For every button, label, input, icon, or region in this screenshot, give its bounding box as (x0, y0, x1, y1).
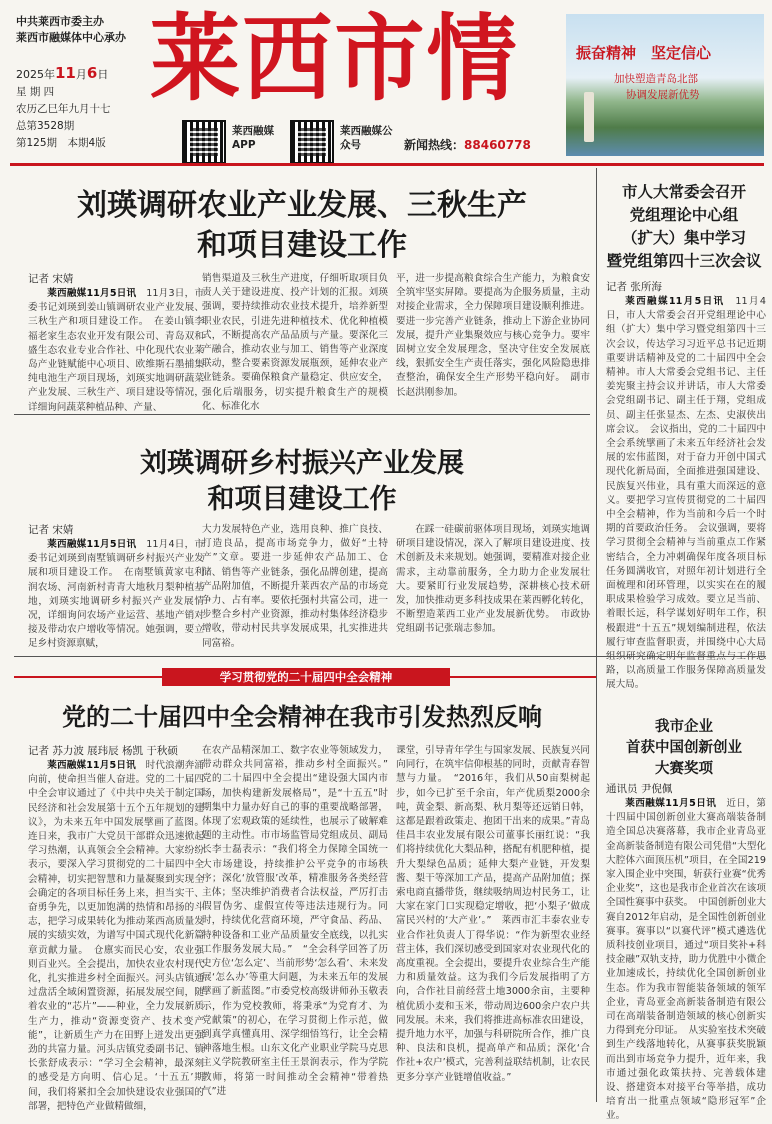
organizer-line: 莱西市融媒体中心承办 (16, 31, 126, 44)
tower-image (584, 92, 594, 142)
issue-date: 2025年11月6日 (16, 64, 109, 82)
sidebar-headline: 我市企业 首获中国创新创业 大赛奖项 (626, 718, 742, 777)
article-column: 在农产品精深加工、数字农业等领域发力，带动群众共同富裕，推动乡村全面振兴。” 党的二十届四中全会提出“建设强大国内市场，加快构建新发展格局”，是“十五五”时期集中力量办好自己的事的重要战略部署，体现了宏观政策的延续性，也展示了破解难题的主动性。市市场监管局党组成员、副局长李士磊表示：“我们将全力保障全国统一大市场建设，持续推护公平竞争的市场秩序；深化‘放管服’改革，精准服务各类经营主体；坚决维护消费者合法权益，严厉打击假冒伪劣、虚假宣传等违法违规行为。同时，持续优化营商环境，严守食品、药品、特种设备和工业产品质量安全底线，以扎实工作服务发展大局。” “全会科学回答了历史方位‘怎么定’、当前形势‘怎么看’、未来发展‘怎么办’等重大问题，为未来五年的发展擘画了新蓝图。”市委党校高级讲师孙玉敬表示，作为党校教师，将秉承“为党育才、为党献策”的初心，在学习贯彻上作示范，做到真学真懂真用、深学细悟笃行，让全会精神落地生根。山东文化产业职业学院马克思主义学院教研室主任王景润表示，作为学院教师，将第一时间推动全会精神“带着热气”进 (202, 745, 398, 1097)
weekday: 星 期 四 (16, 86, 55, 98)
banner-slogan: 振奋精神 坚定信心 (576, 44, 712, 62)
divider (14, 414, 590, 415)
lunar-date: 农历乙巳年九月十七 (16, 103, 111, 115)
section-banner: 学习贯彻党的二十届四中全会精神 (162, 668, 450, 686)
qr-code-icon[interactable] (182, 120, 226, 164)
article-column: 莱西融媒11月5日讯 11月4日，市委书记刘瑛到南墅镇调研乡村振兴产业发展和项目建设工作。 在南墅镇黄家屯利润农场、河南新村青青大地秋月梨种植基地，刘瑛实地调研乡村振兴产业发展情况，详细询问农场产业运营、基地产销对接及带动农户增收等情况。她强调，要立足乡村资源禀赋， (28, 539, 205, 650)
total-issue: 总第3528期 (16, 120, 75, 132)
masthead (0, 0, 772, 168)
article-column: 课堂，引导青年学生与国家发展、民族复兴同向同行，在筑牢信仰根基的同时，贡献青春智慧与力量。 “2016年，我们从50亩梨树起步，如今已扩至千余亩，年产优质梨2000余吨，黄金梨、新高梨、秋月梨等还远销日韩，这都是跟着政策走、抱团干出来的成果。”青岛佳昌丰农业发展有限公司董事长丽红说：“我们将持续优化大梨品种，搭配有机肥种植，提升大梨绿色品质；延伸大梨产业链，开发梨酱、梨干等深加工产品，提高产品附加值；探索电商直播带货，继续吸纳周边村民务工，让大家在家门口实现稳定增收，把‘小梨子’做成富民兴村的‘大产业’。” 莱西市汇丰泰农业专业合作社负责人丁得华说：“作为新型农业经营主体，我们深切感受到国家对农业现代化的高度重视。全会提出，要提升农业综合生产能力和质量效益。这为我们今后发展指明了方向，合作社目前经营土地3000余亩，主要种植优质小麦和玉米，带动周边600余户农户共同发展。未来，我们将推进高标准农田建设，提升地力水平，加强与科研院所合作，推广良种、良法和良机，提高单产和品质；深化‘合作社+农户’模式，完善利益联结机制，让农民更多分享产业链增值收益。” (396, 745, 590, 1083)
band-rule (450, 676, 596, 678)
masthead-divider (10, 163, 764, 166)
sidebar-headline: 市人大常委会召开 党组理论中心组 （扩大）集中学习 暨党组第四十三次会议 (606, 182, 762, 270)
headline: 刘瑛调研乡村振兴产业发展 和项目建设工作 (140, 448, 464, 515)
reporter: 记者 宋婧 (28, 273, 74, 285)
article-column: 销售渠道及三秋生产进度，仔细听取项目负责人关于建设进度、投产计划的汇报。刘瑛强调，要持续推动农业技术提升，培养新型职业农民，引进先进种植技术、优化种植模式，不断提高农产品品质与产量。要深化三产融合，推动农业与加工、销售等产业深度联动，整合要素资源发展瓶颈，延伸农业产业链条。要确保粮食产量稳定、供应安全，强化后端服务，切实提升粮食生产的规模化、标准化水 (202, 273, 388, 412)
banner-subline: 协调发展新优势 (626, 89, 700, 101)
article-column: 莱西融媒11月5日讯 11月4日，市人大常委会召开党组理论中心组（扩大）集中学习暨党组第四十三次会议，传达学习习近平总书记近期重要讲话精神及党的二十届四中全会精神。市人大常委会党组书记、主任姜宪聚主持会议并讲话，市人大常委会党组副书记、副主任于翔，党组成员、副主任张显杰、左杰、史淑侠出席会议。 会议指出，党的二十届四中全会系统擘画了未来五年经济社会发展的宏伟蓝图，对于奋力开创中国式现代化新局面，全面推进强国建设、民族复兴伟业，具有重大而深远的意义。要把学习宣传贯彻党的二十届四中全会精神，作为当前和今后一个时期的首要政治任务。 会议强调，要将学习贯彻全会精神与当前重点工作紧密结合，全力冲刺确保年度各项目标任务圆满收官，对照年初计划进行全面梳理和闭环管理，以实实在在的履职成果检验学习成效。要立足当前、着眼长远，科学谋划好明年工作，积极跟进“十五五”规划编制进程，依法履行审查监督职责，并围绕中心大局 路，以高质量工作服务保障高质量发展大局。 (606, 296, 766, 691)
article-column: 平，进一步提高粮食综合生产能力，为粮食安全筑牢坚实屏障。要提高为企服务质量，主动对接企业需求，全力保障项目建设顺利推进。要进一步完善产业链条，推动上下游企业协同发展，提升产业集聚效应与核心竞争力。要牢固树立安全发展理念，坚决守住安全发展底线，狠抓安全生产责任落实，强化风险隐患排查整治，确保安全生产形势平稳向好。 副市长赵洪刚参加。 (396, 273, 590, 398)
article-column: 在踩一硅碳前驱体项目现场，刘瑛实地调研项目建设情况，深入了解项目建设进度、技术创新及未来规划。她强调，要精准对接企业需求，主动靠前服务，全力助力企业发展壮大。要紧盯行业发展趋势，深耕核心技术研发，加快推动更多科技成果在莱西孵化转化，不断塑造莱西工业产业发展新优势。 市政协党组副书记张瑞志参加。 (396, 524, 590, 635)
banner-subline: 加快塑造青岛北部 (614, 73, 698, 85)
qr-code-icon[interactable] (290, 120, 334, 164)
reporter: 记者 张所海 (606, 281, 662, 293)
newspaper-title: 莱西市情 (150, 4, 519, 114)
article-column: 莱西融媒11月5日讯 近日，第十四届中国创新创业大赛高端装备制造全国总决赛落幕，我市企业青岛亚金高新装备制造有限公司凭借“大型化大腔体六面顶压机”项目，在全国219家入围企业中突围，斩获行业赛“优秀企业奖”，这也是我市企业首次在该项全国性赛事中获奖。 中国创新创业大赛自2012年启动，是全国性创新创业赛事。赛事以“以赛代评”模式遴选优质科技创业项目，通过“项目奖补+科技金融”双轨支持，助力优胜中小微企业加速成长，持续优化全国创新创业生态。作为我市智能装备领域的领军企业，青岛亚金高新装备制造有限公司在高端装备制造领域的核心创新实力得到充分印证。 从实验室技术突破到生产线落地转化，从赛事获奖脱颖而出到市场竞争力提升，近年来，我市通过强化政策扶持、完善载体建设、搭建资本对接平台等举措，成功培育出一批重点领域“隐形冠军”企业。 (606, 798, 767, 1122)
article-column: 莱西融媒11月5日讯 时代浪潮奔涌向前，使命担当催人奋进。党的二十届四中全会审议通过了《中共中央关于制定国民经济和社会发展第十五个五年规划的建议》，为未来五年中国发展擘画了蓝图。连日来，我市广大党员干部群众迅速掀起学习热潮，认真领会全会精神。大家纷纷表示，要深入学习贯彻党的二十届四中全会精神，切实把智慧和力量凝聚到实现全会确定的各项目标任务上来，担当实干、奋勇争先，以更加饱满的热情和昂扬的斗志，把学习成果转化为推动莱西高质量发展的实绩实效，为谱写中国式现代化新篇章贡献力量。 仓廪实而民心安，农业强则百业兴。全会提出，加快农业农村现代化，扎实推进乡村全面振兴。河头店镇通过盘活全域闲置资源，拓展发展空间，随着农业的“芯片”——种业，全力发展新质生产力，推动“资源变资产、技术变产能”，让新质生产力在田野上迸发出更强劲的共富力量。河头店镇党委副书记、镇长张舒成表示：“学习全会精神，最深刻的感受是方向明、信心足。‘十五五’期间，我们将紧扣全会加快建设农业强国的部署，把特色产业做精做细， (28, 760, 205, 1112)
article-column: 莱西融媒11月5日讯 11月3日，市委书记刘瑛到姜山镇调研农业产业发展、三秋生产和项目建设工作。 在姜山镇李福老家生态农业开发有限公司、青岛双和盛生态农业专业合作社、中化现代农业莱岛产业链赋能中心项目、欧维斯石墨捕集纯电池生产项目现场，刘瑛实地调研蔬菜产业发展、三秋生产、项目建设等情况，详细询问蔬菜种植品种、产量、 (28, 288, 205, 413)
divider (14, 656, 766, 657)
issue-pages: 第125期 本期4版 (16, 137, 106, 149)
band-rule (14, 676, 162, 678)
organizer-line: 中共莱西市委主办 (16, 15, 104, 28)
news-hotline: 新闻热线：88460778 (404, 138, 531, 152)
column-divider (596, 168, 597, 656)
headline: 刘瑛调研农业产业发展、三秋生产 和项目建设工作 (77, 188, 527, 263)
qr-label-app: 莱西融媒APP (232, 125, 274, 151)
masthead-info (16, 14, 166, 152)
column-divider (596, 656, 597, 1102)
reporter: 记者 苏力波 展玮辰 杨凯 于秋硕 (28, 745, 178, 757)
headline: 党的二十届四中全会精神在我市引发热烈反响 (62, 702, 542, 731)
reporter: 通讯员 尹倪佩 (606, 783, 673, 795)
qr-label-wechat: 莱西融媒公众号 (340, 125, 393, 151)
reporter: 记者 宋婧 (28, 524, 74, 536)
promo-banner (566, 14, 764, 156)
article-column: 大力发展特色产业，选用良种、推广良技、打造良品，提高市场竞争力，做好“土特产”文章。要进一步延伸农产品加工、仓储、销售等产业链条，强化品牌创建，提高产品附加值，不断提升莱西农产品的市场竞争力、占有率。要依托强村共富公司，进一步整合乡村产业资源，推动村集体经济稳步增收，带动村民共享发展成果，扎实推进共同富裕。 (202, 524, 388, 649)
